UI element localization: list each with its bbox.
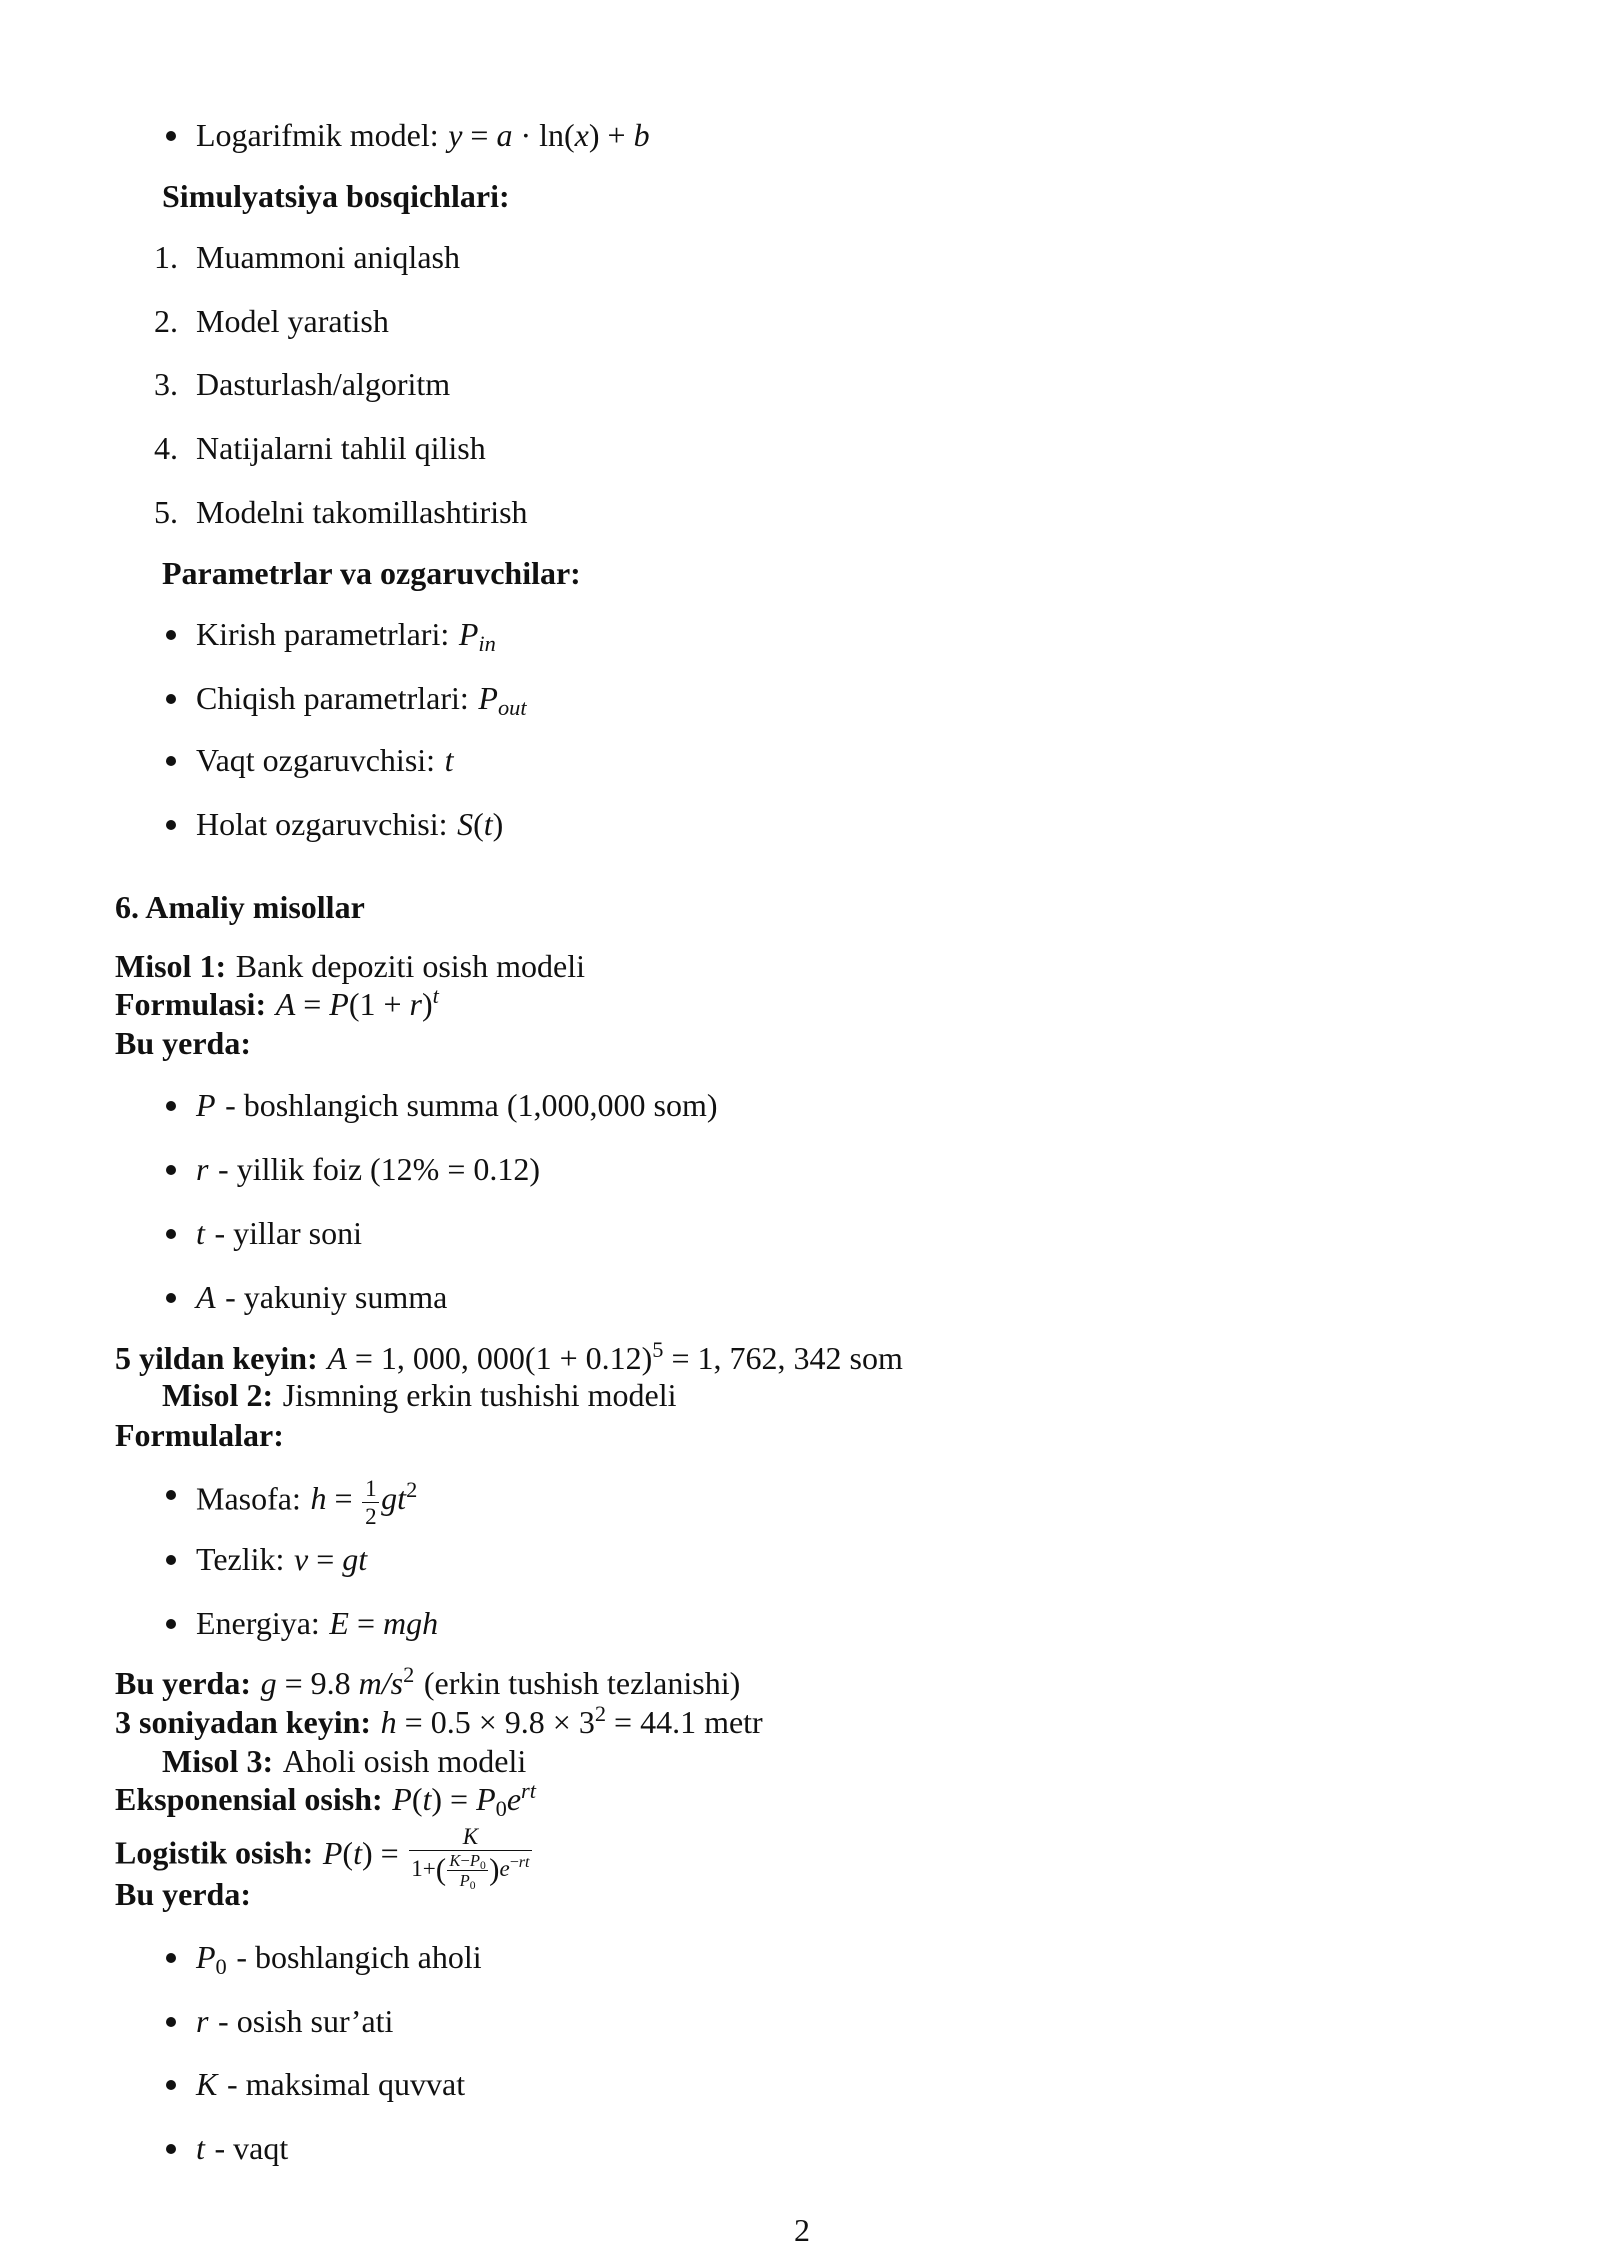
math-symbols: (1 + <box>348 986 410 1022</box>
result-math <box>327 1336 903 1376</box>
fraction-numerator <box>447 1851 487 1870</box>
where-description: (erkin tushish tezlanishi) <box>423 1665 741 1701</box>
logistic-growth <box>115 1823 534 1892</box>
math-symbols: ( <box>473 806 484 842</box>
math-symbols: ) = <box>431 1781 477 1817</box>
variable-description: - boshlangich summa (1,000,000 som) <box>225 1087 718 1123</box>
math-symbols: = 44.1 metr <box>606 1704 763 1740</box>
variable-description: - yillik foiz (12% = 0.12) <box>218 1151 541 1187</box>
formula-label: Formulasi: <box>115 986 267 1022</box>
math-variable: t <box>196 2130 205 2166</box>
section-title: 6. Amaliy misollar <box>115 889 365 925</box>
math-symbols: 2 <box>406 1477 418 1503</box>
where-label: Bu yerda: <box>115 1876 251 1912</box>
math-symbols: − <box>460 1850 470 1870</box>
bullet-icon <box>166 1555 176 1565</box>
bullet-icon <box>166 1293 176 1303</box>
math-symbols: 1+ <box>411 1854 436 1881</box>
math-variable: P <box>469 1850 480 1870</box>
math-symbols: ( <box>411 1781 423 1817</box>
parameters-heading: Parametrlar va ozgaruvchilar: <box>162 555 581 591</box>
math-subscript <box>480 1859 486 1872</box>
example3-header <box>162 1742 526 1780</box>
formula-item-math <box>329 1605 438 1641</box>
math-fraction <box>409 1823 533 1890</box>
math-symbols: = <box>295 986 330 1022</box>
bullet-icon <box>166 2144 176 2154</box>
math-variable: A <box>327 1340 347 1376</box>
variable-item <box>196 2002 393 2040</box>
bullet-icon <box>166 820 176 830</box>
step-text: Modelni takomillashtirish <box>196 494 528 530</box>
variable-symbol <box>196 1087 216 1123</box>
example1-formula <box>115 982 439 1023</box>
variable-description: - yakuniy summa <box>225 1279 448 1315</box>
result-label: 3 soniyadan keyin: <box>115 1704 372 1740</box>
simulation-step <box>154 493 528 531</box>
math-variable: mgh <box>383 1605 439 1641</box>
bullet-icon <box>166 1619 176 1629</box>
item-label: Logarifmik model: <box>196 117 439 153</box>
result-math <box>380 1700 763 1740</box>
logistic-math <box>322 1823 534 1892</box>
example2-header <box>162 1376 676 1414</box>
variable-item <box>196 2129 288 2167</box>
where-label: Bu yerda: <box>115 1665 251 1701</box>
math-symbols: 0 <box>479 1858 486 1872</box>
math-big-paren: ) <box>489 1851 500 1887</box>
math-variable: P <box>329 986 349 1022</box>
step-number: 1. <box>154 239 178 275</box>
math-symbols: 2 <box>403 1661 415 1687</box>
formula-item <box>196 1604 438 1642</box>
math-big-paren: ( <box>435 1851 447 1887</box>
math-symbols: = <box>308 1541 343 1577</box>
parameter-symbol <box>445 742 454 778</box>
bullet-icon <box>166 131 176 141</box>
math-variable: K <box>196 2066 218 2102</box>
exponential-label: Eksponensial osish: <box>115 1781 383 1817</box>
math-variable: P <box>459 1870 470 1890</box>
variable-symbol <box>196 1215 205 1251</box>
math-symbols: ) <box>492 806 504 842</box>
formula-math <box>275 982 439 1022</box>
math-variable: r <box>196 1151 209 1187</box>
formula-item-math <box>294 1541 367 1577</box>
formula-item-label: Masofa: <box>196 1480 301 1517</box>
math-variable: P <box>478 680 498 716</box>
variable-description: - vaqt <box>214 2130 289 2166</box>
variable-symbol <box>196 2130 205 2166</box>
math-superscript <box>403 1662 414 1687</box>
math-variable: out <box>497 695 527 721</box>
math-symbols: = 0.5 × 9.8 × 3 <box>396 1704 595 1740</box>
math-variable: E <box>329 1605 349 1641</box>
logistic-label: Logistik osish: <box>115 1834 314 1871</box>
math-symbols: = 1, 000, 000(1 + 0.12) <box>346 1340 653 1376</box>
math-variable: t <box>432 982 439 1008</box>
math-variable: t <box>196 1215 205 1251</box>
math-symbols: 0 <box>215 1954 227 1980</box>
math-symbols: ) <box>421 986 433 1022</box>
math-superscript <box>595 1701 606 1726</box>
step-number: 4. <box>154 430 178 466</box>
parameter-item <box>196 741 454 779</box>
simulation-step <box>154 429 486 467</box>
math-symbols: 0 <box>469 1878 476 1892</box>
math-superscript <box>510 1854 530 1871</box>
bullet-icon <box>166 2017 176 2027</box>
example-title: Bank depoziti osish modeli <box>235 948 585 984</box>
example-title: Jismning erkin tushishi modeli <box>282 1377 677 1413</box>
fraction-denominator <box>362 1502 379 1530</box>
math-variable: P <box>476 1781 496 1817</box>
math-symbols: 1 <box>365 1475 377 1501</box>
bullet-icon <box>166 2080 176 2090</box>
math-subscript <box>470 1879 476 1892</box>
bullet-icon <box>166 1953 176 1963</box>
math-variable: m/s <box>358 1665 404 1701</box>
math-symbols: · ln( <box>512 117 575 153</box>
example-label: Misol 1: <box>115 948 227 984</box>
math-variable: gt <box>381 1480 407 1517</box>
parameter-label: Kirish parametrlari: <box>196 616 450 652</box>
fraction-denominator <box>409 1850 533 1890</box>
example2-result <box>115 1700 763 1741</box>
math-variable: gt <box>342 1541 368 1577</box>
example1-header <box>115 947 585 985</box>
log-model-formula <box>448 117 649 153</box>
math-symbols: = 9.8 <box>276 1665 359 1701</box>
parameter-symbol <box>457 806 503 842</box>
step-text: Dasturlash/algoritm <box>196 366 451 402</box>
formula-item <box>196 1475 418 1529</box>
simulation-step <box>154 302 389 340</box>
simulation-step <box>154 238 460 276</box>
fraction-numerator <box>362 1475 379 1502</box>
math-variable: b <box>633 117 650 153</box>
variable-item <box>196 2065 465 2103</box>
math-symbols: − <box>509 1853 519 1871</box>
variable-symbol <box>196 1279 216 1315</box>
step-text: Natijalarni tahlil qilish <box>196 430 486 466</box>
page-number: 2 <box>794 2212 810 2248</box>
math-superscript <box>433 983 439 1008</box>
math-variable: A <box>275 986 296 1022</box>
bullet-icon <box>166 1165 176 1175</box>
math-symbols: ( <box>342 1834 354 1871</box>
variable-description: - osish sur’ati <box>218 2003 394 2039</box>
fraction-numerator <box>409 1823 533 1850</box>
example-label: Misol 2: <box>162 1377 274 1413</box>
math-symbols: 0 <box>495 1796 507 1822</box>
variable-symbol <box>196 2003 208 2039</box>
parameter-label: Chiqish parametrlari: <box>196 680 469 716</box>
step-number: 2. <box>154 303 178 339</box>
variable-item <box>196 1150 540 1188</box>
math-symbols: 2 <box>365 1502 377 1529</box>
math-subscript <box>498 695 527 720</box>
math-subscript <box>478 631 495 656</box>
math-variable: r <box>409 986 422 1022</box>
formula-item-label: Energiya: <box>196 1605 320 1641</box>
math-variable: P <box>458 616 479 652</box>
math-symbols: 5 <box>652 1336 664 1362</box>
variable-symbol <box>196 1939 227 1980</box>
math-subscript <box>216 1954 227 1979</box>
math-variable: A <box>196 1279 216 1315</box>
math-variable: rt <box>518 1853 530 1871</box>
formula-item-math <box>310 1475 418 1529</box>
math-variable: K <box>449 1850 461 1870</box>
parameter-item <box>196 805 503 843</box>
parameter-label: Vaqt ozgaruvchisi: <box>196 742 436 778</box>
math-symbols: = 1, 762, 342 som <box>663 1340 903 1376</box>
variable-symbol <box>196 2066 217 2102</box>
parameter-item <box>196 615 496 657</box>
math-variable: P <box>196 1087 216 1123</box>
math-variable: r <box>196 2003 209 2039</box>
bullet-icon <box>166 756 176 766</box>
math-variable: y <box>448 117 463 153</box>
math-symbols: = <box>348 1605 383 1641</box>
result-label: 5 yildan keyin: <box>115 1340 318 1376</box>
variable-description: - boshlangich aholi <box>236 1939 482 1975</box>
math-symbols: = <box>326 1480 361 1517</box>
exponential-growth <box>115 1777 536 1822</box>
variable-item <box>196 1214 362 1252</box>
math-variable: h <box>380 1704 397 1740</box>
math-fraction <box>447 1851 487 1890</box>
formula-item <box>196 1540 367 1578</box>
math-superscript <box>406 1477 417 1502</box>
math-variable: rt <box>521 1777 536 1803</box>
fraction-denominator <box>447 1870 487 1890</box>
math-variable: t <box>353 1834 362 1871</box>
math-symbols: ) + <box>588 117 634 153</box>
example2-where <box>115 1661 741 1702</box>
step-number: 3. <box>154 366 178 402</box>
math-superscript <box>521 1778 536 1803</box>
log-model-item <box>196 116 650 154</box>
bullet-icon <box>166 1101 176 1111</box>
math-variable: x <box>574 117 589 153</box>
bullet-icon <box>166 694 176 704</box>
variable-description: - yillar soni <box>214 1215 363 1251</box>
example-label: Misol 3: <box>162 1743 274 1779</box>
example1-result <box>115 1336 903 1377</box>
math-symbols: 2 <box>594 1700 607 1726</box>
formulas-label: Formulalar: <box>115 1417 284 1453</box>
where-math <box>260 1661 415 1701</box>
step-text: Model yaratish <box>196 303 389 339</box>
example-title: Aholi osish modeli <box>282 1743 527 1779</box>
math-variable: K <box>462 1823 479 1849</box>
math-variable: e <box>506 1781 522 1817</box>
math-variable: P <box>392 1781 412 1817</box>
parameter-symbol <box>458 616 496 657</box>
formula-item-label: Tezlik: <box>196 1541 285 1577</box>
math-variable: t <box>483 806 493 842</box>
parameter-symbol <box>478 680 527 721</box>
parameter-item <box>196 679 527 721</box>
simulation-heading: Simulyatsiya bosqichlari: <box>162 178 510 214</box>
math-variable: P <box>196 1939 216 1975</box>
math-variable: v <box>293 1541 309 1577</box>
variable-description: - maksimal quvvat <box>226 2066 466 2102</box>
variable-item <box>196 1278 447 1316</box>
math-variable: g <box>260 1665 277 1701</box>
math-subscript <box>496 1796 507 1821</box>
math-variable: t <box>422 1781 432 1817</box>
bullet-icon <box>166 630 176 640</box>
simulation-step <box>154 365 451 403</box>
math-variable: P <box>322 1834 343 1871</box>
math-variable: S <box>457 806 474 842</box>
where-label: Bu yerda: <box>115 1025 251 1061</box>
variable-item <box>196 1086 718 1124</box>
math-variable: e <box>499 1854 510 1881</box>
math-fraction <box>362 1475 379 1529</box>
math-superscript <box>652 1337 663 1362</box>
bullet-icon <box>166 1490 176 1500</box>
math-symbols: = <box>462 117 497 153</box>
step-text: Muammoni aniqlash <box>196 239 460 275</box>
variable-symbol <box>196 1151 208 1187</box>
math-symbols: ) = <box>361 1834 407 1871</box>
exponential-math <box>392 1777 536 1822</box>
math-variable: in <box>478 631 496 657</box>
math-variable: a <box>496 117 513 153</box>
math-variable: h <box>310 1480 327 1517</box>
step-number: 5. <box>154 494 178 530</box>
variable-item <box>196 1938 482 1980</box>
parameter-label: Holat ozgaruvchisi: <box>196 806 448 842</box>
bullet-icon <box>166 1229 176 1239</box>
math-variable: t <box>444 742 454 778</box>
